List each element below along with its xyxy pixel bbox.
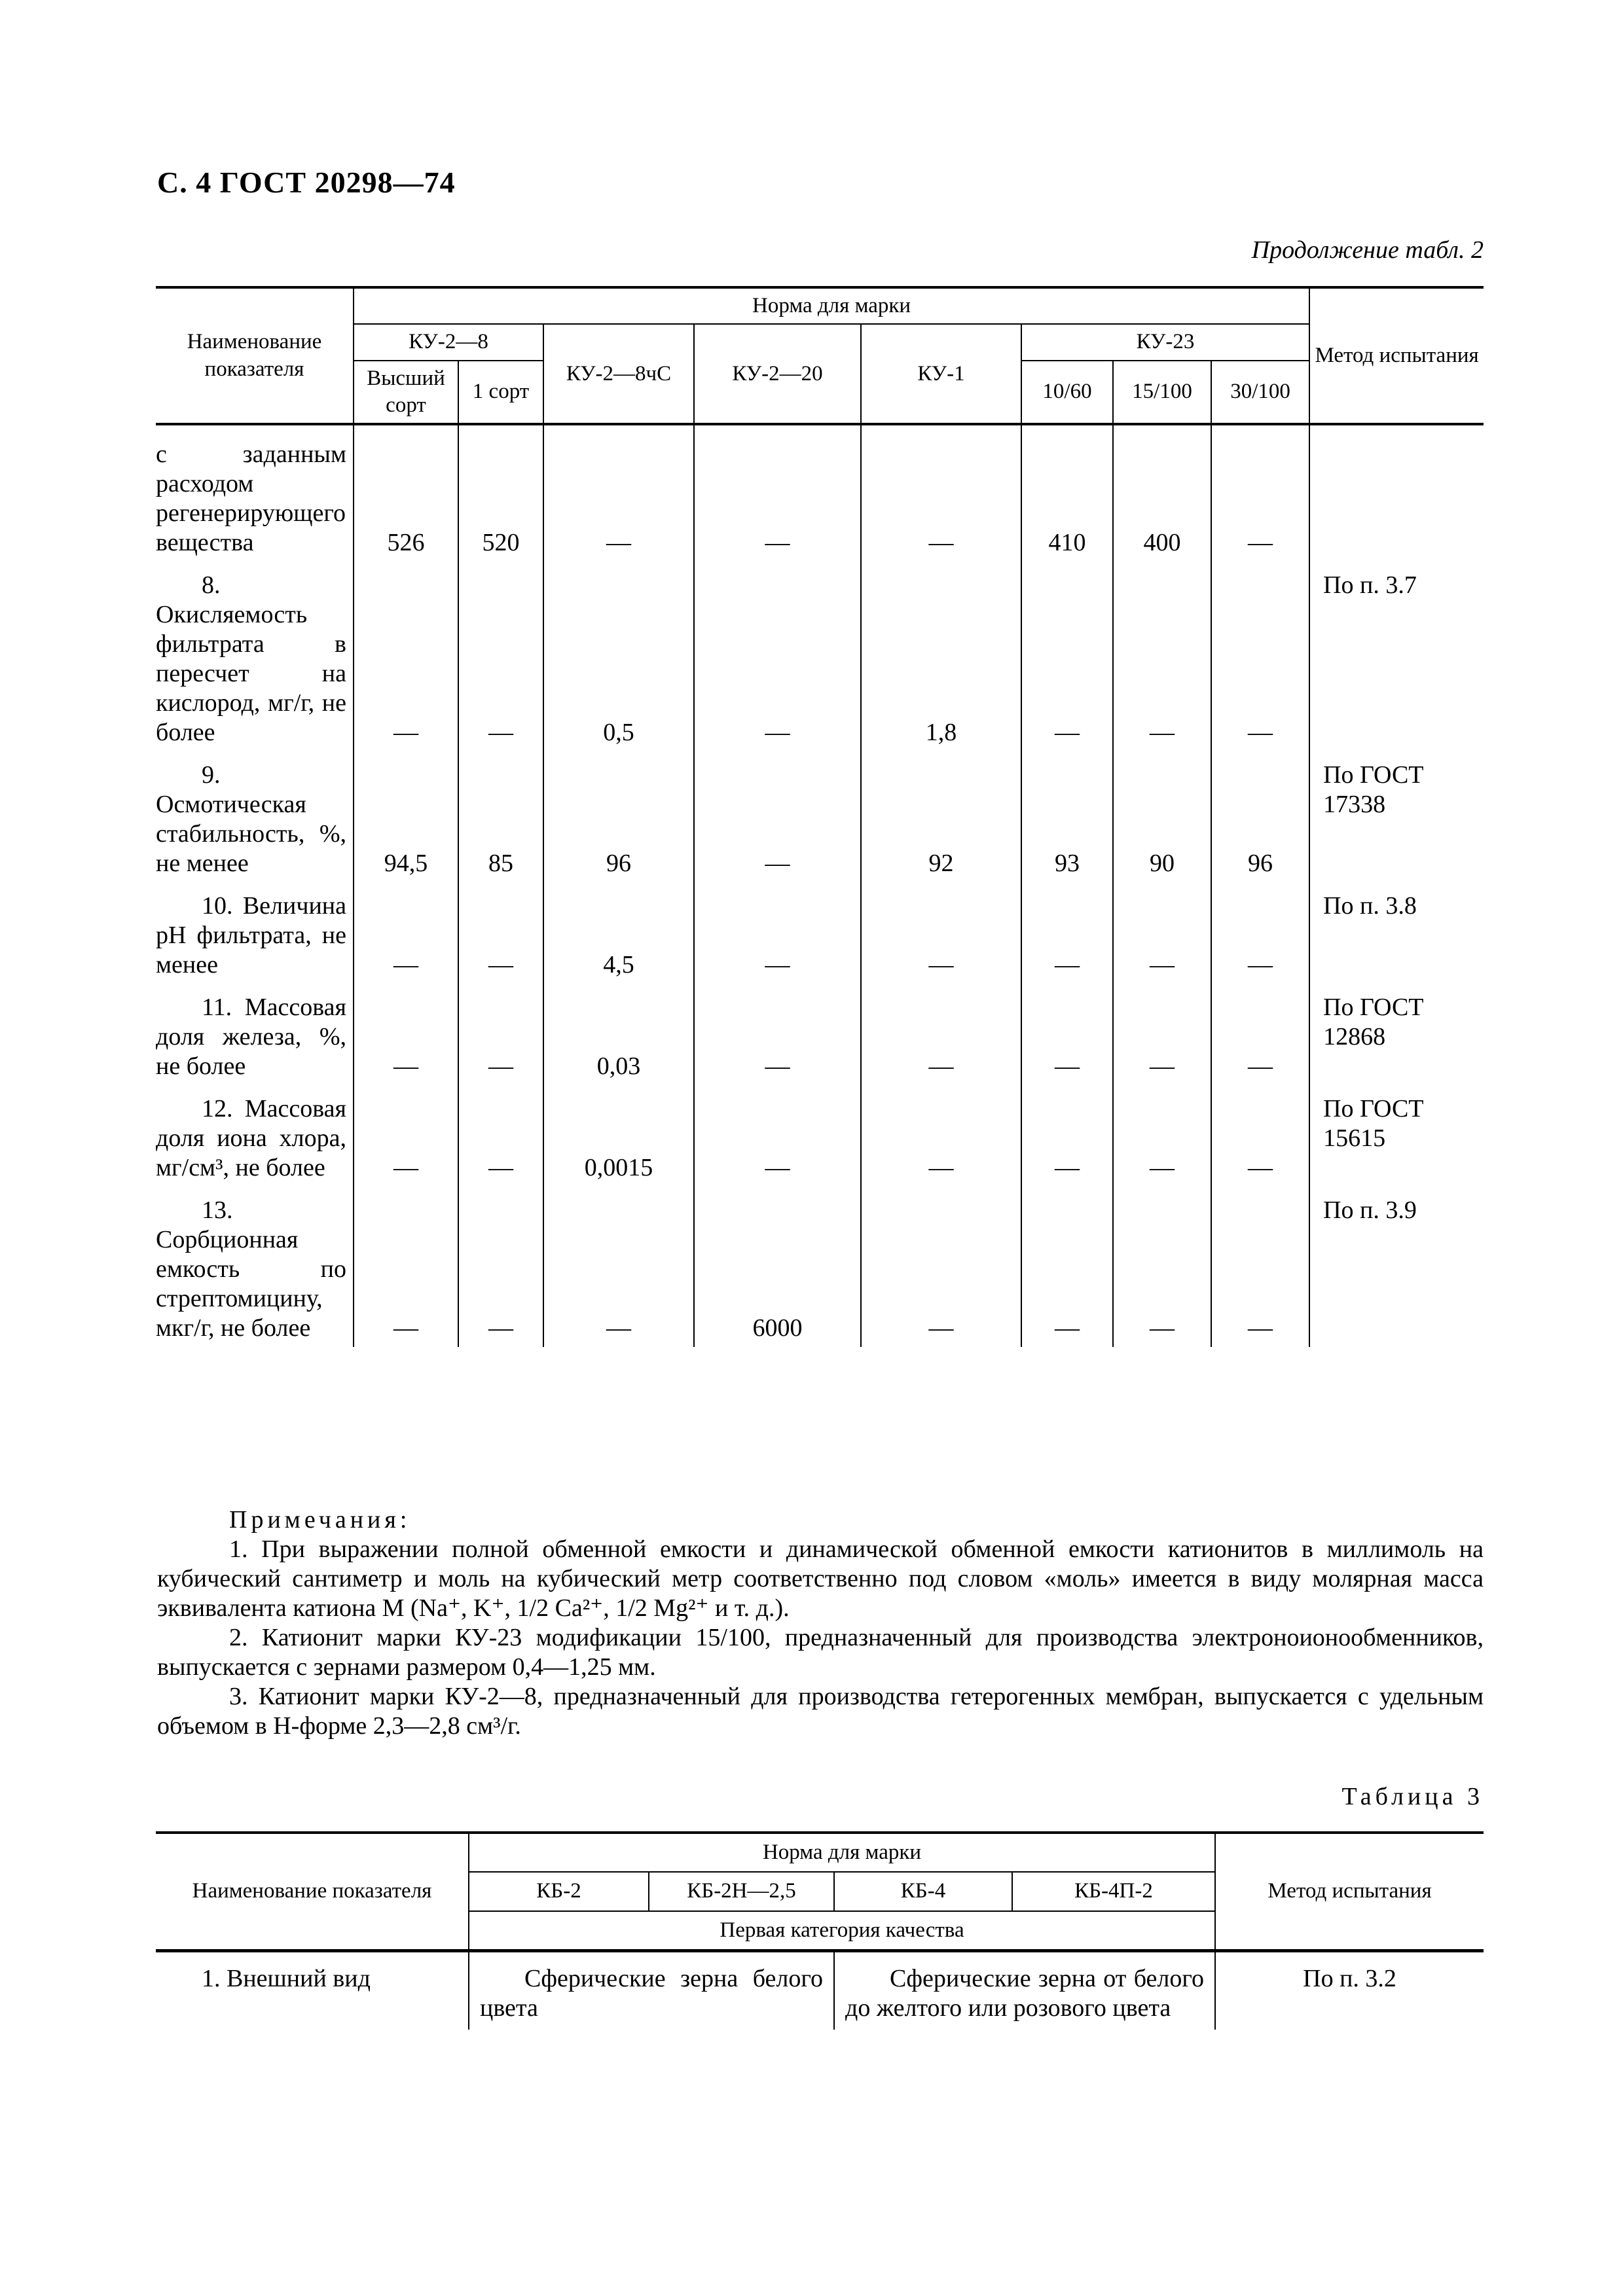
t3-row-name: 1. Внешний вид <box>202 1964 371 1992</box>
cell: — <box>543 1196 694 1347</box>
cell: — <box>694 1094 861 1196</box>
cell: — <box>861 424 1021 571</box>
cell: — <box>458 571 543 761</box>
table-row <box>156 1196 1484 1347</box>
cell: — <box>1021 891 1113 993</box>
cell: — <box>694 993 861 1094</box>
cell: — <box>1021 571 1113 761</box>
cell: 94,5 <box>354 761 458 891</box>
t3-row-method: По п. 3.2 <box>1215 1950 1484 2030</box>
cell: — <box>1021 1094 1113 1196</box>
header-ku220: КУ-2—20 <box>694 324 861 424</box>
cell: — <box>458 1094 543 1196</box>
table-2 <box>156 286 1484 1347</box>
cell: — <box>354 993 458 1094</box>
cell: — <box>861 993 1021 1094</box>
t3-header-kb2n: КБ-2Н—2,5 <box>649 1872 834 1910</box>
header-method: Метод испытания <box>1309 287 1484 424</box>
row-method: По п. 3.9 <box>1309 1196 1484 1347</box>
cell: 6000 <box>694 1196 861 1347</box>
cell: 90 <box>1113 761 1211 891</box>
header-ku23-1060: 10/60 <box>1021 361 1113 425</box>
header-ku28-first: 1 сорт <box>458 361 543 425</box>
cell: 0,0015 <box>543 1094 694 1196</box>
cell: — <box>354 571 458 761</box>
cell: — <box>1021 993 1113 1094</box>
cell: — <box>694 761 861 891</box>
row-name: 11. Массовая доля железа, %, не более <box>156 994 346 1080</box>
continuation-label: Продолжение табл. 2 <box>1251 236 1484 264</box>
t3-desc-b: Сферические зерна от белого до желтого или розового цвета <box>834 1950 1215 2030</box>
cell: — <box>1113 891 1211 993</box>
cell: — <box>861 891 1021 993</box>
row-name: 10. Величина рН фильтрата, не менее <box>156 892 346 978</box>
cell: — <box>694 571 861 761</box>
cell: — <box>1113 571 1211 761</box>
cell: 4,5 <box>543 891 694 993</box>
cell: — <box>1211 1196 1309 1347</box>
cell: 410 <box>1021 424 1113 571</box>
table-row <box>156 571 1484 761</box>
row-method: По ГОСТ 15615 <box>1309 1094 1484 1196</box>
cell: — <box>1113 993 1211 1094</box>
cell: — <box>1021 1196 1113 1347</box>
table-3-label: Таблица 3 <box>1341 1783 1484 1810</box>
row-method: По ГОСТ 12868 <box>1309 993 1484 1094</box>
cell: 0,03 <box>543 993 694 1094</box>
cell: — <box>1113 1196 1211 1347</box>
table-row <box>156 1950 1484 2030</box>
cell: — <box>1113 1094 1211 1196</box>
header-ku23-15100: 15/100 <box>1113 361 1211 425</box>
cell: 85 <box>458 761 543 891</box>
table-row <box>156 891 1484 993</box>
cell: — <box>1211 571 1309 761</box>
row-name: с заданным расходом регенерирующего вещества <box>156 440 346 556</box>
t3-header-kb2: КБ-2 <box>469 1872 649 1910</box>
cell: — <box>354 891 458 993</box>
cell: — <box>694 424 861 571</box>
header-ku28: КУ-2—8 <box>354 324 543 360</box>
notes-title: Примечания: <box>229 1506 411 1534</box>
cell: — <box>543 424 694 571</box>
note-item: 1. При выражении полной обменной емкости и динамической обменной емкости катионитов в миллимоль на кубический сантиметр и моль на кубический метр соответственно под словом «моль» имеется в виду молярная масса эквивалента катиона М (Na⁺, K⁺, 1/2 Ca²⁺, 1/2 Mg²⁺ и т. д.). <box>157 1535 1484 1622</box>
note-item: 3. Катионит марки КУ-2—8, предназначенный для производства гетерогенных мембран, выпускается с удельным объемом в Н-форме 2,3—2,8 см³/г. <box>157 1683 1484 1740</box>
row-method: По п. 3.7 <box>1309 571 1484 761</box>
header-norm: Норма для марки <box>354 287 1309 324</box>
table-row <box>156 1094 1484 1196</box>
cell: — <box>1211 891 1309 993</box>
cell: — <box>1211 1094 1309 1196</box>
t3-header-kb4: КБ-4 <box>834 1872 1012 1910</box>
cell: 96 <box>543 761 694 891</box>
table-row <box>156 761 1484 891</box>
header-ku28chs: КУ-2—8чС <box>543 324 694 424</box>
cell: — <box>354 1196 458 1347</box>
cell: 526 <box>354 424 458 571</box>
header-ku23-30100: 30/100 <box>1211 361 1309 425</box>
header-ku28-high: Высший сорт <box>354 361 458 425</box>
t3-header-category: Первая категория качества <box>469 1911 1215 1951</box>
t3-header-kb4p2: КБ-4П-2 <box>1012 1872 1215 1910</box>
header-indicator: Наименование показателя <box>156 287 354 424</box>
note-item: 2. Катионит марки КУ-23 модификации 15/100, предназначенный для производства электроноионообменников, выпускается с зернами размером 0,4—1,25 мм. <box>157 1624 1484 1681</box>
notes <box>157 1505 1484 1741</box>
cell: — <box>694 891 861 993</box>
cell: — <box>354 1094 458 1196</box>
row-name: 8. Окисляемость фильтрата в пересчет на кислород, мг/г, не более <box>156 571 346 746</box>
row-method: По п. 3.8 <box>1309 891 1484 993</box>
t3-header-method: Метод испытания <box>1215 1833 1484 1950</box>
cell: — <box>458 1196 543 1347</box>
page-header: С. 4 ГОСТ 20298—74 <box>157 166 456 199</box>
cell: 520 <box>458 424 543 571</box>
cell: 1,8 <box>861 571 1021 761</box>
cell: — <box>1211 993 1309 1094</box>
row-name: 13. Сорбционная емкость по стрептомицину, мкг/г, не более <box>156 1196 346 1342</box>
cell: 96 <box>1211 761 1309 891</box>
cell: — <box>458 891 543 993</box>
t3-header-indicator: Наименование показателя <box>156 1833 469 1950</box>
cell: 93 <box>1021 761 1113 891</box>
header-ku1: КУ-1 <box>861 324 1021 424</box>
t3-header-norm: Норма для марки <box>469 1833 1215 1872</box>
header-ku23: КУ-23 <box>1021 324 1309 360</box>
table-row <box>156 424 1484 571</box>
cell: — <box>861 1094 1021 1196</box>
row-method <box>1309 424 1484 571</box>
cell: 92 <box>861 761 1021 891</box>
t3-desc-a: Сферические зерна белого цвета <box>469 1950 834 2030</box>
row-name: 12. Массовая доля иона хлора, мг/см³, не более <box>156 1095 346 1181</box>
table-row <box>156 993 1484 1094</box>
row-name: 9. Осмотическая стабильность, %, не менее <box>156 761 346 877</box>
table-3 <box>156 1831 1484 2030</box>
cell: 0,5 <box>543 571 694 761</box>
cell: — <box>458 993 543 1094</box>
row-method: По ГОСТ 17338 <box>1309 761 1484 891</box>
cell: — <box>861 1196 1021 1347</box>
cell: — <box>1211 424 1309 571</box>
cell: 400 <box>1113 424 1211 571</box>
